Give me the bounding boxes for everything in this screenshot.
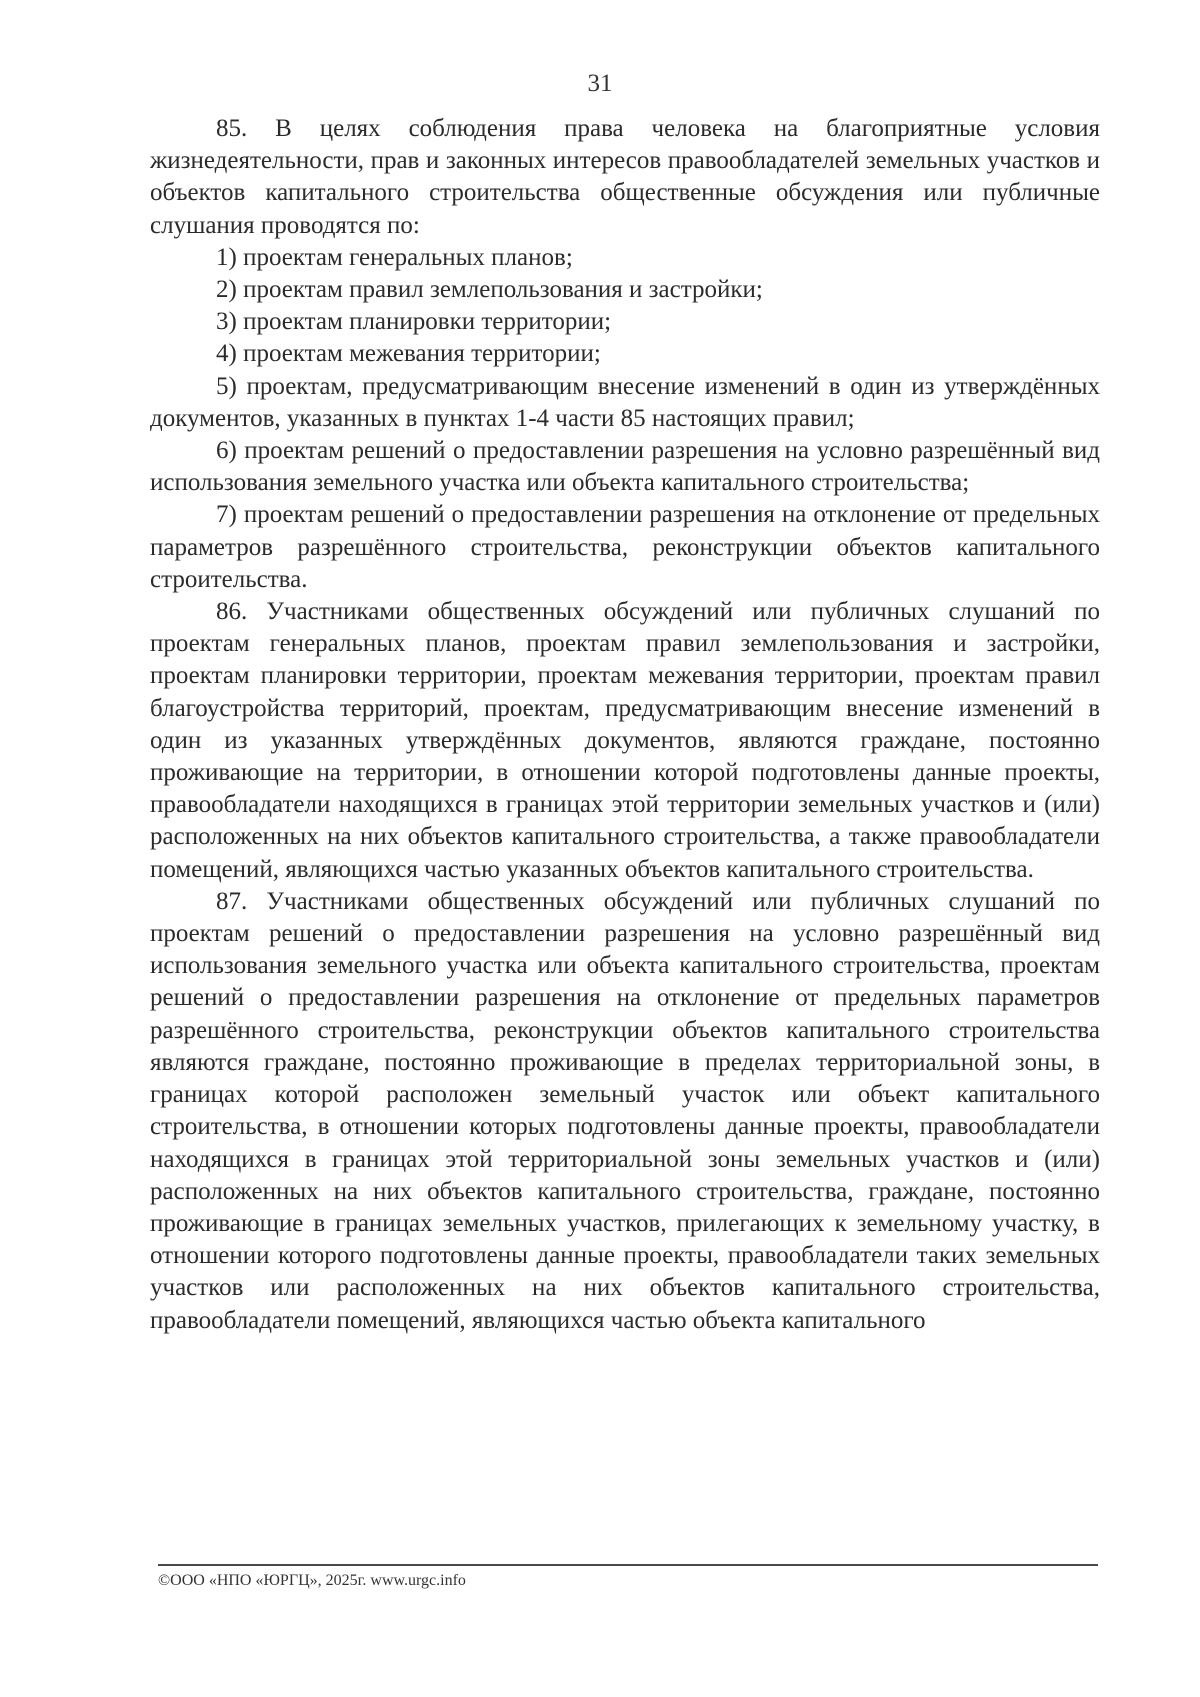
list-item-2: 2) проектам правил землепользования и застройки; — [216, 276, 763, 304]
list-item-7: 7) проектам решений о предоставлении разрешения на отклонение от предельных параметров разрешённого строительства, реконструкции объектов капитального строительства. — [150, 501, 1100, 593]
footer-divider — [158, 1564, 1098, 1566]
list-item-1: 1) проектам генеральных планов; — [216, 243, 573, 271]
document-body — [150, 113, 1100, 1337]
list-item-4: 4) проектам межевания территории; — [216, 340, 601, 368]
list-item-6: 6) проектам решений о предоставлении разрешения на условно разрешённый вид использования земельного участка или объекта капитального строительства; — [150, 437, 1100, 497]
paragraph-87: 87. Участниками общественных обсуждений или публичных слушаний по проектам решений о предоставлении разрешения на условно разрешённый вид использования земельного участка или объекта капитального строительства, проектам решений о предоставлении разрешения на отклонение от предельных параметров разрешённого строительства, реконструкции объектов капитального строительства являются граждане, постоянно проживающие в пределах территориальной зоны, в границах которой расположен земельный участок или объект капитального строительства, в отношении которых подготовлены данные проекты, правообладатели находящихся в границах этой территориальной зоны земельных участков и (или) расположенных на них объектов капитального строительства, граждане, постоянно проживающие в границах земельных участков, прилегающих к земельному участку, в отношении которого подготовлены данные проекты, правообладатели таких земельных участков или расположенных на них объектов капитального строительства, правообладатели помещений, являющихся частью объекта капитального — [150, 887, 1100, 1334]
list-item-3: 3) проектам планировки территории; — [216, 308, 612, 336]
list-item-5: 5) проектам, предусматривающим внесение изменений в один из утверждённых документов, указанных в пунктах 1-4 части 85 настоящих правил; — [150, 372, 1100, 432]
footer-copyright: ©ООО «НПО «ЮРГЦ», 2025г. www.urgc.info — [158, 1572, 466, 1589]
paragraph-86: 86. Участниками общественных обсуждений или публичных слушаний по проектам генеральных планов, проектам правил землепользования и застройки, проектам планировки территории, проектам межевания территории, проектам правил благоустройства территорий, проектам, предусматривающим внесение изменений в один из указанных утверждённых документов, являются граждане, постоянно проживающие на территории, в отношении которой подготовлены данные проекты, правообладатели находящихся в границах этой территории земельных участков и (или) расположенных на них объектов капитального строительства, а также правообладатели помещений, являющихся частью указанных объектов капитального строительства. — [150, 598, 1100, 883]
page-number: 31 — [587, 70, 613, 97]
paragraph-85: 85. В целях соблюдения права человека на благоприятные условия жизнедеятельности, прав и законных интересов правообладателей земельных участков и объектов капитального строительства общественные обсуждения или публичные слушания проводятся по: — [150, 115, 1100, 239]
